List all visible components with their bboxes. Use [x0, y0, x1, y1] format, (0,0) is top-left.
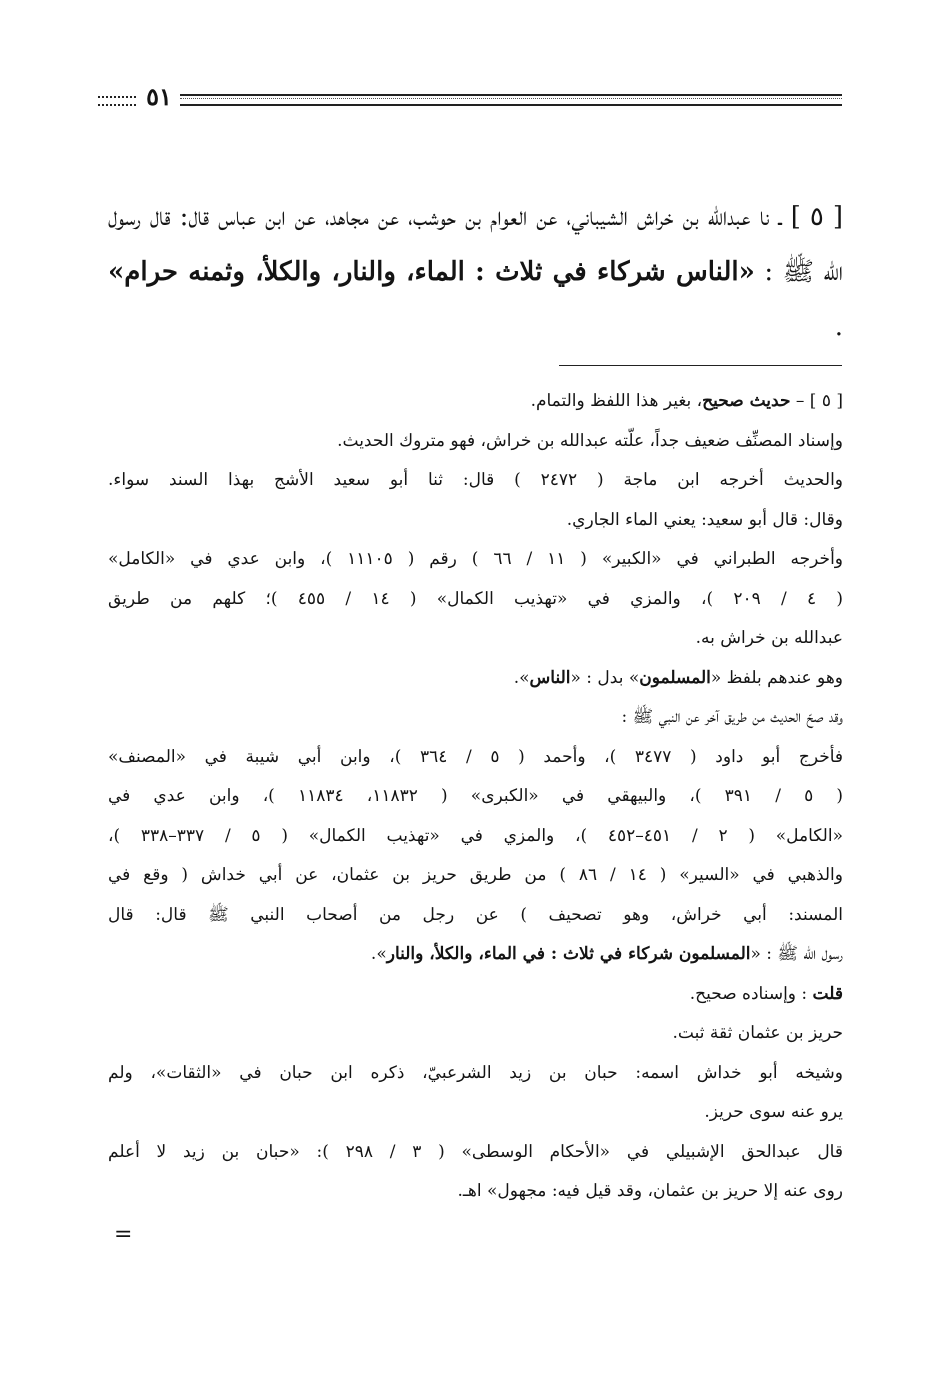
footnote-line: ( ٥ / ٣٩١ )، والبيهقي في «الكبرى» ( ١١٨٣٢، ١١٨٣٤ )، وابن عدي في: [108, 786, 843, 806]
footnote-line: وهو عندهم بلفظ «المسلمون» بدل : «الناس».: [513, 667, 843, 688]
footnote-line: وقال: قال أبو سعيد: يعني الماء الجاري.: [566, 509, 843, 530]
footnote-line: وأخرجه الطبراني في «الكبير» ( ١١ / ٦٦ ) رقم ( ١١١٠٥ )، وابن عدي في «الكامل»: [108, 549, 843, 569]
header-rule-long: [180, 94, 842, 106]
footnote-line: والذهبي في «السير» ( ١٤ / ٨٦ ) من طريق حريز بن عثمان، عن أبي خداش ( وقع في: [108, 865, 843, 885]
hadith-end: .: [834, 312, 843, 342]
footnotes: [108, 382, 843, 1212]
footnote-line: قلت : وإسناده صحيح.: [689, 983, 843, 1004]
footnote-line: «الكامل» ( ٢ / ٤٥١–٤٥٢ )، والمزي في «تهذيب الكمال» ( ٥ / ٣٣٧–٣٣٨ )،: [108, 825, 843, 846]
footnote-line: يرو عنه سوى حريز.: [704, 1102, 843, 1122]
footnote-line: روى عنه إلا حريز بن عثمان، وقد قيل فيه: مجهول» اهـ.: [457, 1181, 843, 1201]
hadith-lead: [ ٥ ] ـ نا عبدالله بن خراش الشيباني، عن العوام بن حوشب، عن مجاهد، عن ابن عباس قال: قال رسول الله ﷺ :: [108, 202, 843, 287]
footnote-line: ( ٤ / ٢٠٩ )، والمزي في «تهذيب الكمال» ( ١٤ / ٤٥٥ )؛ كلهم من طريق: [108, 588, 843, 609]
footnote-line: وقد صحّ الحديث من طريق آخر عن النبي ﷺ :: [621, 707, 843, 727]
footnote-line: وشيخه أبو خداش اسمه: حبان بن زيد الشرعبيّ، ذكره ابن حبان في «الثقات»، ولم: [108, 1062, 843, 1083]
footnote-line: وإسناد المصنِّف ضعيف جداً، علّته عبدالله بن خراش، فهو متروك الحديث.: [337, 430, 843, 451]
hadith-text: [108, 190, 843, 355]
footnote-line: [ ٥ ] – حديث صحيح، بغير هذا اللفظ والتمام.: [530, 391, 843, 411]
hadith-quote: «الناس شركاء في ثلاث : الماء، والنار، والكلأ، وثمنه حرام»: [108, 257, 755, 287]
footnote-line: المسند: أبي خراش، وهو تصحيف ) عن رجل من أصحاب النبي ﷺ قال: قال: [108, 904, 843, 925]
footnote-line: رسول الله ﷺ : «المسلمون شركاء في ثلاث : في الماء، والكلأ، والنار».: [370, 944, 843, 964]
footnote-line: حريز بن عثمان ثقة ثبت.: [672, 1023, 843, 1043]
footnote-line: قال عبدالحق الإشبيلي في «الأحكام الوسطى» ( ٣ / ٢٩٨ ): «حبان بن زيد لا أعلم: [108, 1141, 843, 1162]
header-rule-short: [98, 96, 136, 106]
footnote-line: فأخرج أبو داود ( ٣٤٧٧ )، وأحمد ( ٥ / ٣٦٤ )، وابن أبي شيبة في «المصنف»: [108, 746, 843, 767]
footnote-line: عبدالله بن خراش به.: [695, 628, 843, 648]
footnote-line: والحديث أخرجه ابن ماجة ( ٢٤٧٢ ) قال: ثنا أبو سعيد الأشج بهذا السند سواء.: [108, 470, 843, 490]
grade-label: حديث صحيح: [702, 391, 791, 411]
page-header: [98, 82, 842, 118]
continuation-mark: =: [114, 1222, 133, 1247]
page-number: ٥١: [146, 82, 172, 111]
footnote-divider: [559, 365, 842, 366]
